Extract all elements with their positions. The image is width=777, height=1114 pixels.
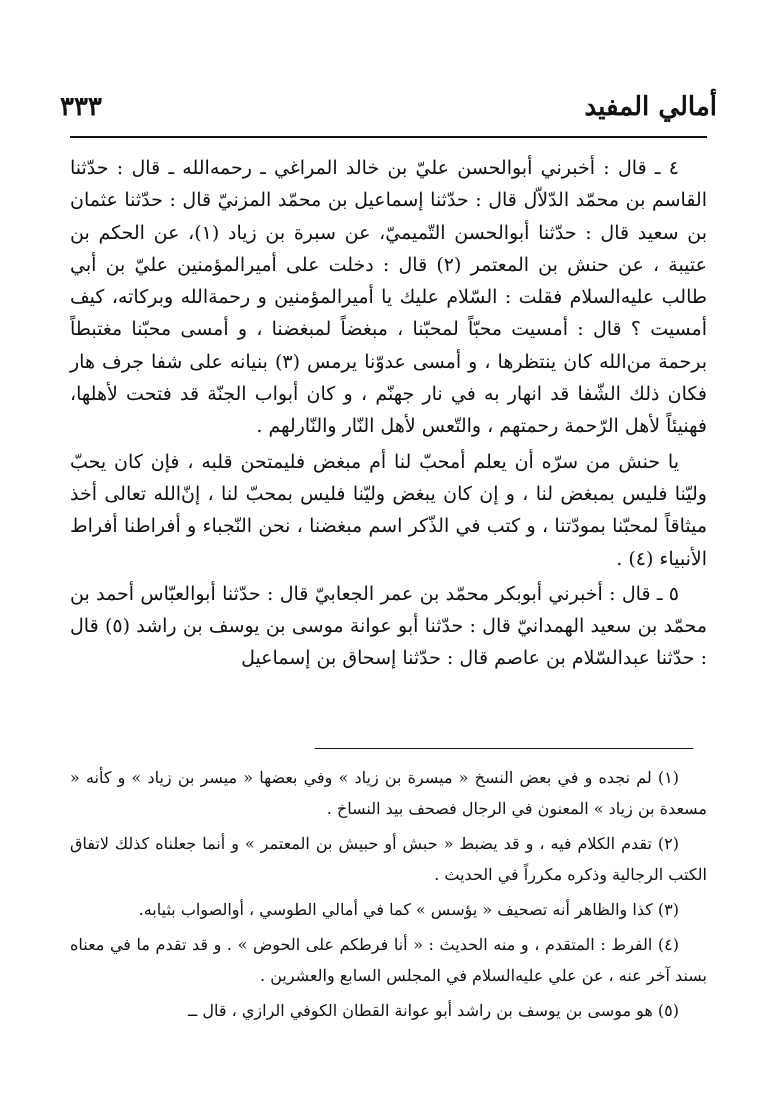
- hadith-paragraph: ٤ ـ قال : أخبرني أبوالحسن عليّ بن خالد المراغي ـ رحمه‌الله ـ قال : حدّثنا القاسم بن محمّد الدّلاّل قال : حدّثنا إسماعيل بن محمّد المزنيّ قال : حدّثنا عثمان بن سعيد قال : حدّثنا أبوالحسن التّميميّ، عن سبرة بن زياد (١)، عن الحكم بن عتيبة ، عن حنش بن المعتمر (٢) قال : دخلت على أميرالمؤمنين عليّ بن أبي طالب عليه‌السلام فقلت : السّلام عليك يا أميرالمؤمنين و رحمة‌الله وبركاته، كيف أمسيت ؟ قال : أمسيت محبّاً لمحبّنا ، مبغضاً لمبغضنا ، و أمسى محبّنا مغتبطاً برحمة من‌الله كان ينتظرها ، و أمسى عدوّنا يرمس (٣) بنيانه على شفا جرف هار فكان ذلك الشّفا قد انهار به في نار جهنّم ، و كان أبواب الجنّة قد فتحت لأهلها، فهنيئاً لأهل الرّحمة رحمتهم ، والتّعس لأهل النّار والنّارلهم .: [70, 157, 707, 438]
- hadith-paragraph: ٥ ـ قال : أخبرني أبوبكر محمّد بن عمر الجعابيّ قال : حدّثنا أبوالعبّاس أحمد بن محمّد بن سعيد الهمدانيّ قال : حدّثنا أبو عوانة موسى بن يوسف بن راشد (٥) قال : حدّثنا عبدالسّلام بن عاصم قال : حدّثنا إسحاق بن إسماعيل: [70, 582, 707, 670]
- footnote: (٣) كذا والظاهر أنه تصحيف « يؤسس » كما في أمالي الطوسي ، أوالصواب بثيابه.: [138, 900, 679, 919]
- header-divider: [70, 136, 707, 138]
- main-text: [70, 152, 707, 675]
- running-title: أمالي المفيد: [584, 92, 717, 122]
- page-header: [60, 92, 717, 132]
- footnote: (١) لم نجده و في بعض النسخ « ميسرة بن زياد » وفي بعضها « ميسر بن زياد » و كأنه « مسعدة بن زياد » المعنون في الرجال فصحف بيد النساخ .: [70, 768, 707, 818]
- footnotes: [70, 762, 707, 1026]
- footnote: (٤) الفرط : المتقدم ، و منه الحديث : « أنا فرطكم على الحوض » . و قد تقدم ما في معناه بسند آخر عنه ، عن علي عليه‌السلام في المجلس السابع والعشرين .: [70, 935, 707, 985]
- hadith-paragraph: يا حنش من سرّه أن يعلم أمحبّ لنا أم مبغض فليمتحن قلبه ، فإن كان يحبّ وليّنا فليس بمبغض لنا ، و إن كان يبغض وليّنا فليس بمحبّ لنا ، إنّ‌الله تعالى أخذ ميثاقاً لمحبّنا بمودّتنا ، و كتب في الذّكر اسم مبغضنا ، نحن النّجباء و أفراطنا أفراط الأنبياء (٤) .: [70, 450, 707, 570]
- footnote-divider: [315, 748, 693, 749]
- page-number: ٣٣٣: [60, 92, 102, 122]
- footnote: (٢) تقدم الكلام فيه ، و قد يضبط « حبش أو حبيش بن المعتمر » و أنما جعلناه كذلك لاتفاق الكتب الرجالية وذكره مكرراً في الحديث .: [70, 834, 707, 884]
- footnote: (٥) هو موسى بن يوسف بن راشد أبو عوانة القطان الكوفي الرازي ، قال ــ: [187, 1001, 679, 1020]
